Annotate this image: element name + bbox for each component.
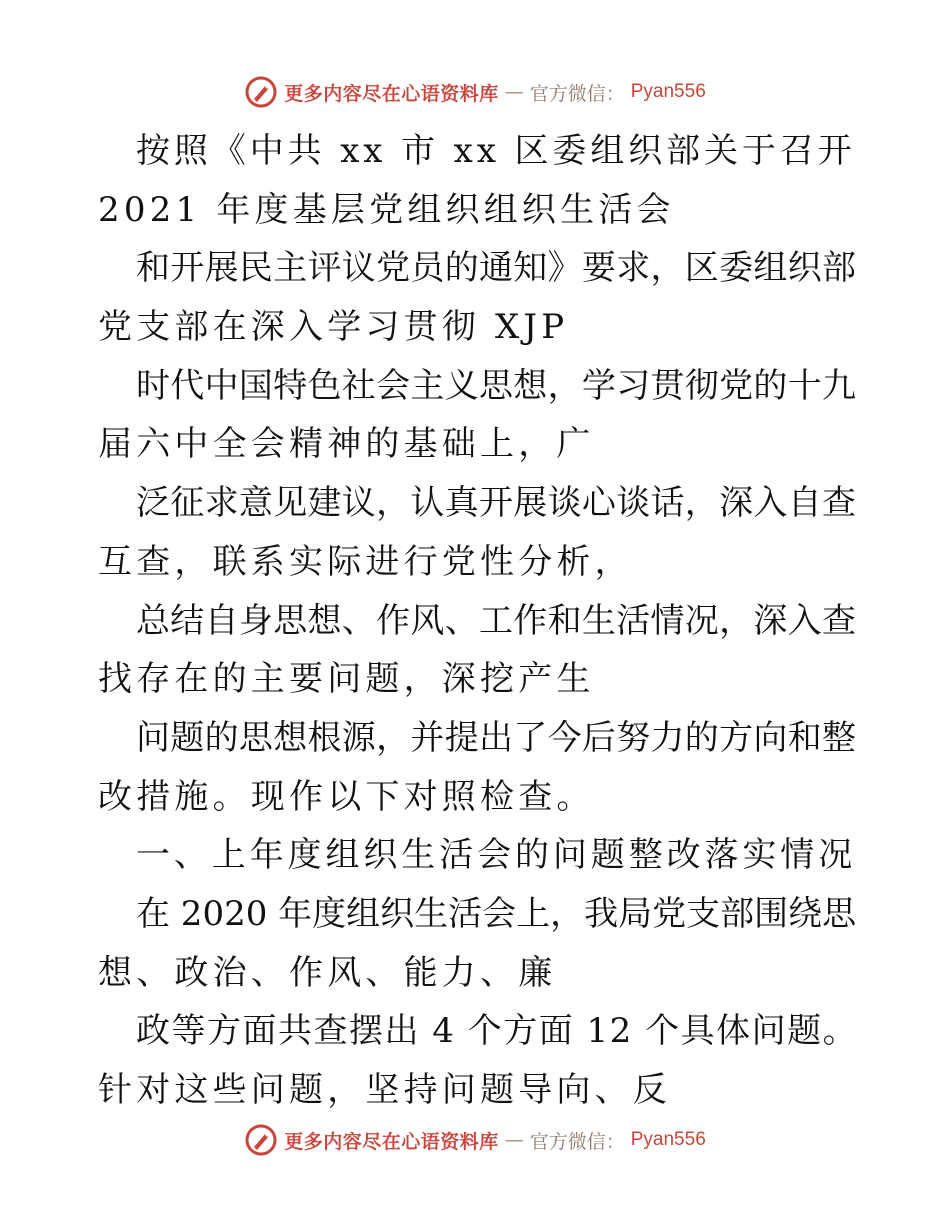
banner-main-text: 更多内容尽在心语资料库 <box>284 1130 499 1153</box>
body-line: 按照《中共 xx 市 xx 区委组织部关于召开 <box>136 131 856 171</box>
body-line: 政等方面共查摆出 4 个方面 12 个具体问题。 <box>136 1011 859 1052</box>
banner-account-id: Pyan556 <box>630 81 706 102</box>
body-line: 针对这些问题，坚持问题导向、反 <box>98 1070 671 1110</box>
body-line: 想、政治、作风、能力、廉 <box>98 952 557 993</box>
body-line: 泛征求意见建议，认真开展谈心谈话，深入自查 <box>136 483 857 524</box>
banner-account-label: 官方微信： <box>529 82 625 105</box>
body-line: 改措施。现作以下对照检查。 <box>98 776 595 817</box>
body-line: 时代中国特色社会主义思想，学习贯彻党的十九 <box>136 365 857 406</box>
footer-watermark-banner <box>0 1120 950 1160</box>
body-line: 总结自身思想、作风、工作和生活情况，深入查 <box>136 600 857 641</box>
body-line: 在 2020 年度组织生活会上，我局党支部围绕思 <box>136 893 857 934</box>
body-line: 届六中全会精神的基础上，广 <box>98 424 595 465</box>
body-line: 党支部在深入学习贯彻 XJP <box>98 307 569 348</box>
document-body <box>98 122 858 1120</box>
banner-account-label: 官方微信： <box>529 1130 625 1153</box>
header-watermark-banner <box>0 72 950 112</box>
body-line: 找存在的主要问题，深挖产生 <box>98 659 595 700</box>
body-line: 互查，联系实际进行党性分析， <box>98 541 633 582</box>
banner-main-text: 更多内容尽在心语资料库 <box>284 82 499 105</box>
body-line: 和开展民主评议党员的通知》要求，区委组织部 <box>136 248 857 289</box>
body-line: 2021 年度基层党组织组织生活会 <box>98 189 675 230</box>
banner-separator: — <box>504 81 524 103</box>
ink-pen-logo-icon <box>244 75 278 109</box>
banner-account-id: Pyan556 <box>630 1129 706 1150</box>
section-heading: 一、上年度组织生活会的问题整改落实情况 <box>136 835 857 876</box>
banner-separator: — <box>504 1129 524 1151</box>
ink-pen-logo-icon <box>244 1123 278 1157</box>
body-line: 问题的思想根源，并提出了今后努力的方向和整 <box>136 717 857 758</box>
